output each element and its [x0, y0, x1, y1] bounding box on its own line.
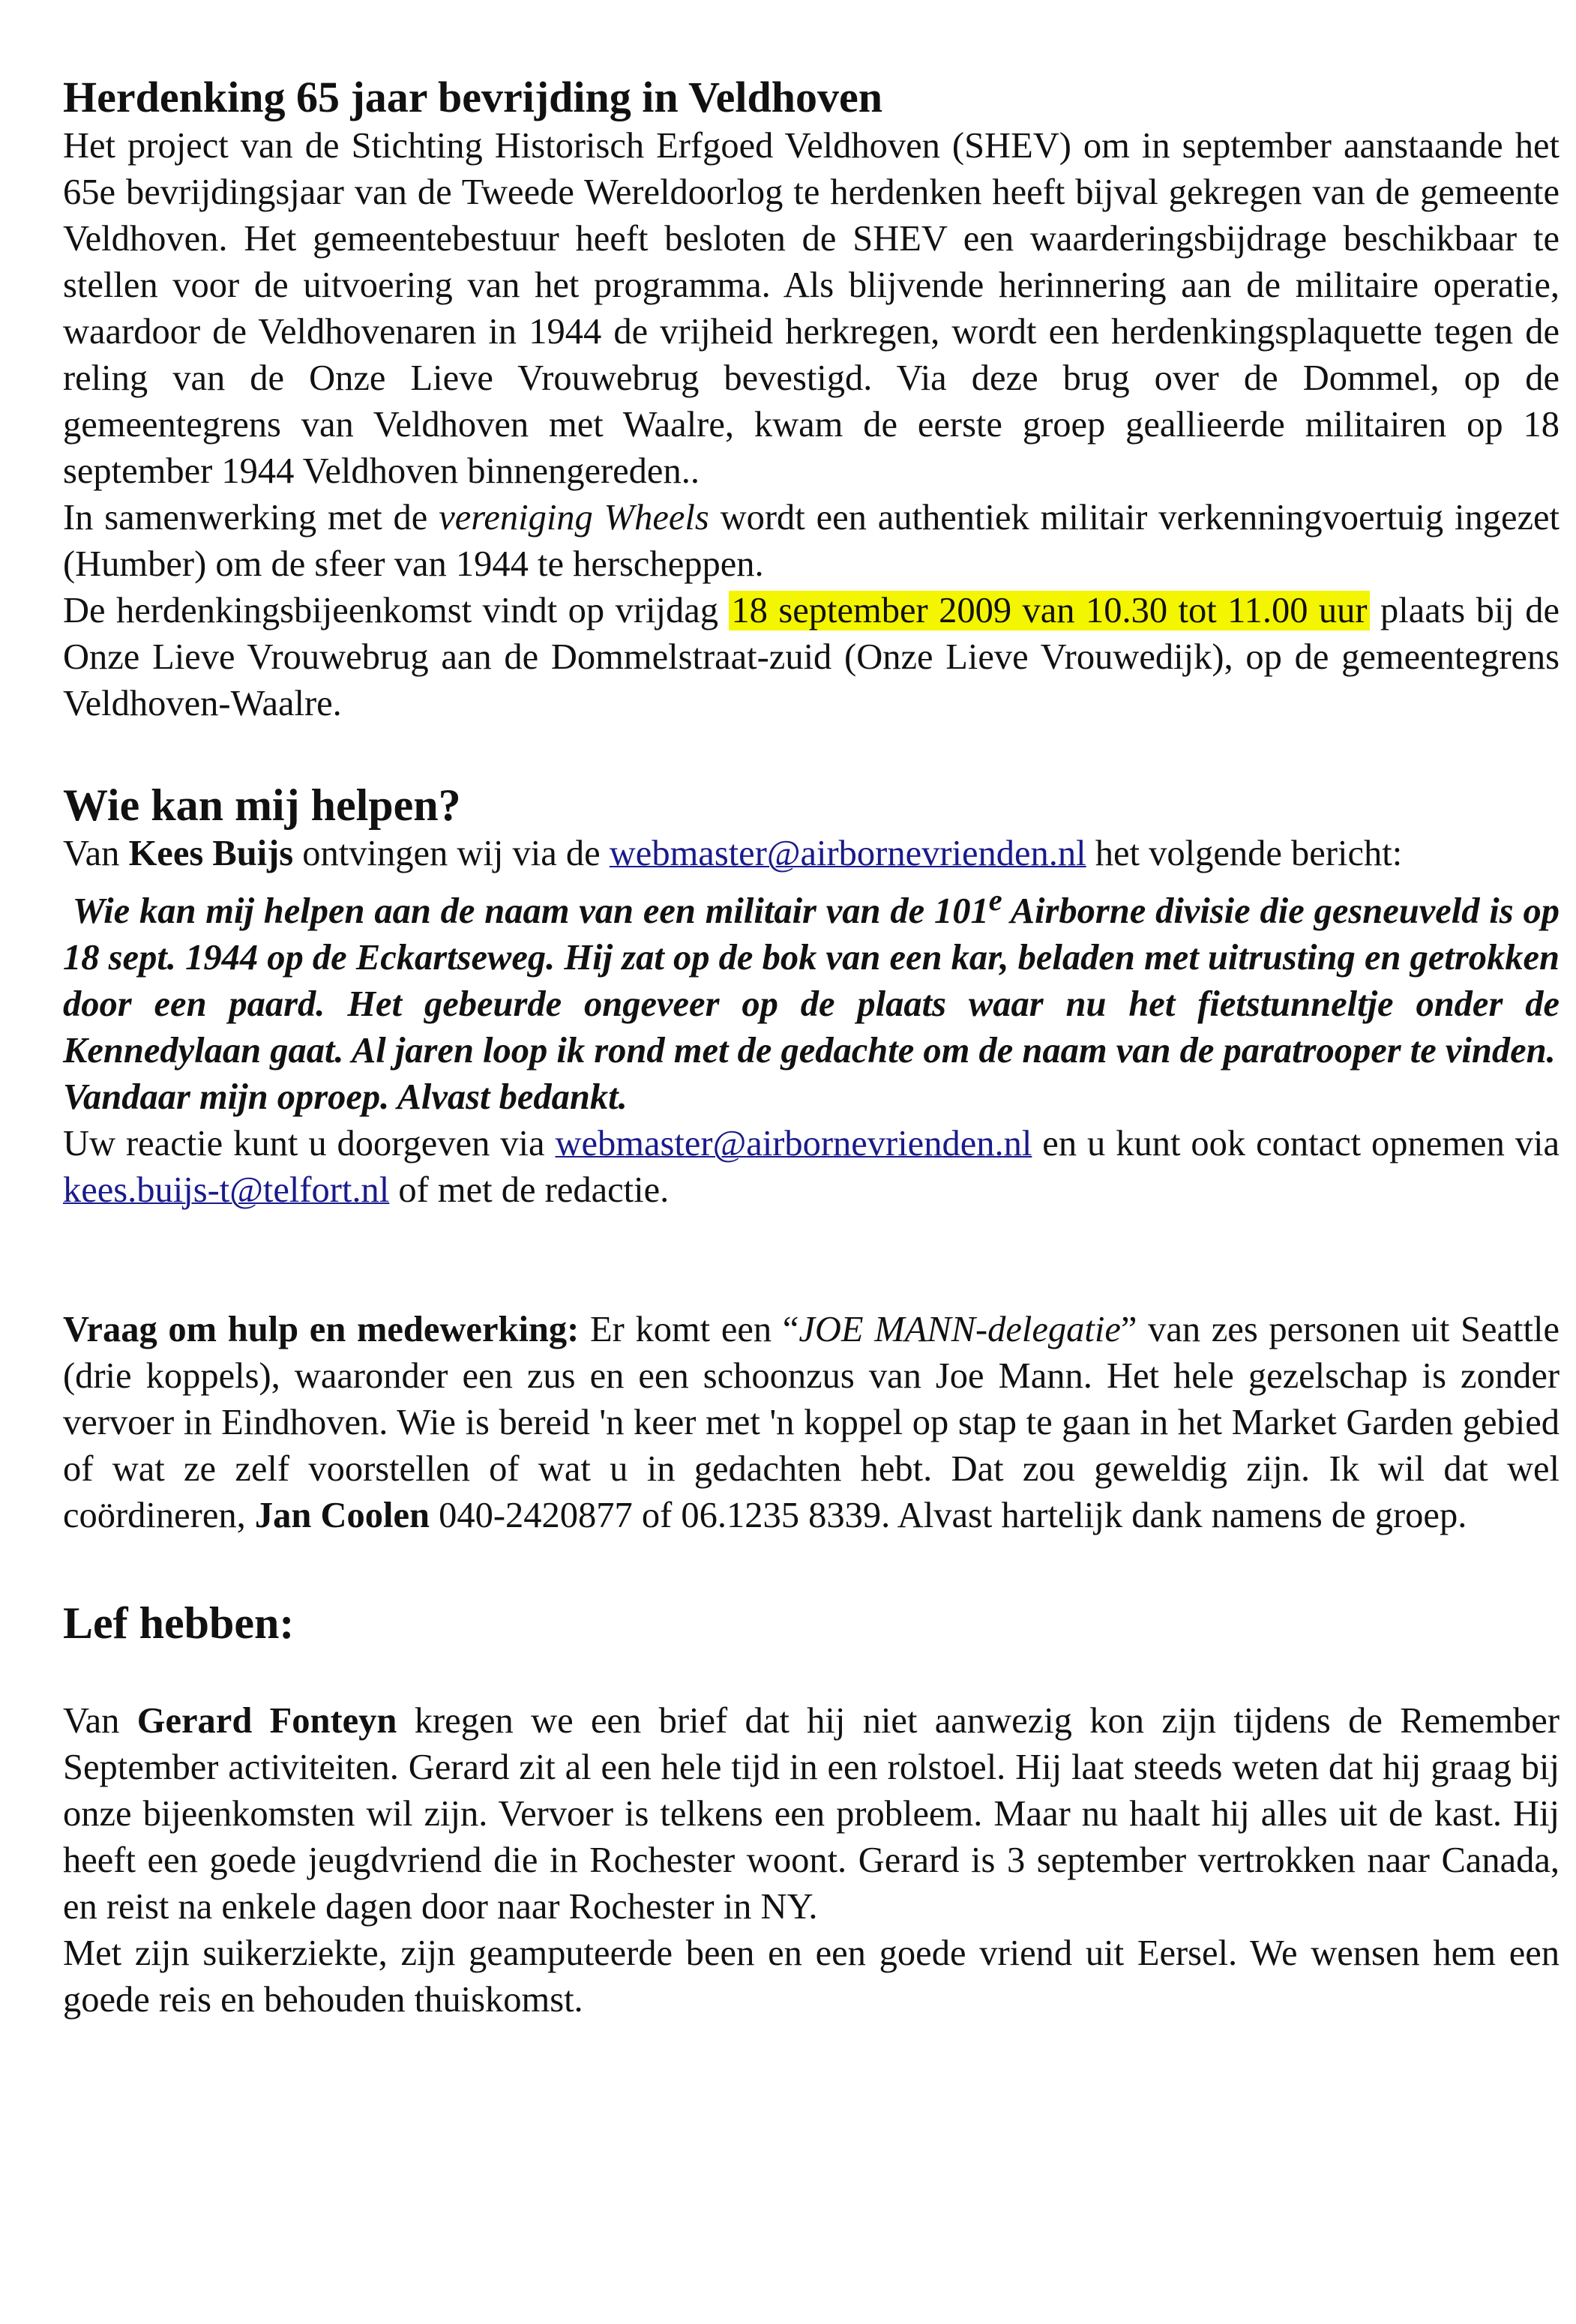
- paragraph-intro: [63, 831, 1560, 877]
- paragraph-wheels: [63, 495, 1560, 588]
- text: of met de redactie.: [389, 1170, 670, 1211]
- superscript: e: [988, 883, 1002, 917]
- text: plaats bij de Onze Lieve Vrouwebrug aan de Dommelstraat-zuid (Onze Lieve Vrouwedijk), op de gemeentegrens Veldhoven-Waalre.: [63, 591, 1560, 723]
- text: Er komt een “: [579, 1310, 799, 1350]
- paragraph-quote-closing: Vandaar mijn oproep. Alvast bedankt.: [63, 1077, 628, 1118]
- paragraph-quote: [63, 877, 1560, 1074]
- email-link[interactable]: webmaster@airbornevrienden.nl: [555, 1124, 1032, 1164]
- paragraph-reply: [63, 1121, 1560, 1214]
- text: De herdenkingsbijeenkomst vindt op vrijdag: [63, 591, 730, 630]
- email-link[interactable]: webmaster@airbornevrienden.nl: [609, 834, 1086, 873]
- text: en u kunt ook contact opnemen via: [1032, 1124, 1560, 1164]
- section-title-commemoration: Herdenking 65 jaar bevrijding in Veldhoven: [63, 73, 883, 121]
- person-name: Jan Coolen: [254, 1496, 430, 1536]
- text: Wie kan mij helpen aan de naam van een militair van de 101: [72, 891, 989, 932]
- section-liberation-commemoration: [63, 72, 1560, 727]
- paragraph-closing: Met zijn suikerziekte, zijn geamputeerde been en een goede vriend uit Eersel. We wensen hem een goede reis en behouden thuiskomst.: [63, 1933, 1560, 2020]
- person-name: Kees Buijs: [128, 834, 294, 873]
- email-link[interactable]: kees.buijs-t@telfort.nl: [63, 1170, 390, 1211]
- text: ontvingen wij via de: [293, 834, 610, 873]
- highlighted-date: 18 september 2009 van 10.30 tot 11.00 uur: [729, 591, 1369, 630]
- text: kregen we een brief dat hij niet aanwezig kon zijn tijdens de Remember September activiteiten. Gerard zit al een hele tijd in een rolstoel. Hij laat steeds weten dat hij graag bij onze bijeenkomsten wil zijn. Vervoer is telkens een probleem. Maar nu haalt hij alles uit de kast. Hij heeft een goede jeugdvriend die in Rochester woont. Gerard is 3 september vertrokken naar Canada, en reist na enkele dagen door naar Rochester in NY.: [63, 1701, 1560, 1927]
- italic-text: JOE MANN-delegatie: [798, 1310, 1121, 1350]
- section-help-request: [63, 780, 1560, 1214]
- paragraph-meeting: [63, 588, 1560, 727]
- paragraph-delegation: [63, 1307, 1560, 1539]
- text: het volgende bericht:: [1086, 834, 1403, 873]
- person-name: Gerard Fonteyn: [136, 1701, 397, 1742]
- text: Van: [63, 1701, 137, 1742]
- section-delegation: [63, 1307, 1560, 1539]
- paragraph-fonteyn: [63, 1698, 1560, 1930]
- text: wordt een authentiek militair verkenningvoertuig ingezet (Humber) om de sfeer van 1944 te herscheppen.: [63, 498, 1560, 584]
- paragraph-project: Het project van de Stichting Historisch Erfgoed Veldhoven (SHEV) om in september aanstaande het 65e bevrijdingsjaar van de Tweede Wereldoorlog te herdenken heeft bijval gekregen van de gemeente Veldhoven. Het gemeentebestuur heeft besloten de SHEV een waarderingsbijdrage beschikbaar te stellen voor de uitvoering van het programma. Als blijvende herinnering aan de militaire operatie, waardoor de Veldhovenaren in 1944 de vrijheid herkregen, wordt een herdenkingsplaquette tegen de reling van de Onze Lieve Vrouwebrug bevestigd. Via deze brug over de Dommel, op de gemeentegrens van Veldhoven met Waalre, kwam de eerste groep geallieerde militairen op 18 september 1944 Veldhoven binnengereden..: [63, 126, 1560, 491]
- text: Van: [63, 834, 129, 873]
- italic-text: vereniging Wheels: [439, 498, 709, 538]
- text: 040-2420877 of 06.1235 8339. Alvast hartelijk dank namens de groep.: [429, 1496, 1467, 1536]
- lead-label: Vraag om hulp en medewerking:: [63, 1310, 580, 1350]
- section-title-courage: Lef hebben:: [63, 1598, 295, 1649]
- text: Airborne divisie die gesneuveld is op 18 sept. 1944 op de Eckartseweg. Hij zat op de bok van een kar, beladen met uitrusting en getrokken door een paard. Het gebeurde ongeveer op de plaats waar nu het fietstunneltje onder de Kennedylaan gaat. Al jaren loop ik rond met de gedachte om de naam van de paratrooper te vinden.: [63, 891, 1560, 1071]
- text: In samenwerking met de: [63, 498, 439, 538]
- text: ” van zes personen uit Seattle (drie koppels), waaronder een zus en een schoonzus van Joe Mann. Het hele gezelschap is zonder vervoer in Eindhoven. Wie is bereid 'n keer met 'n koppel op stap te gaan in het Market Garden gebied of wat ze zelf voorstellen of wat u in gedachten hebt. Dat zou geweldig zijn. Ik wil dat wel coördineren,: [63, 1310, 1560, 1536]
- text: Uw reactie kunt u doorgeven via: [63, 1124, 556, 1164]
- section-title-help: Wie kan mij helpen?: [63, 780, 461, 830]
- section-courage: [63, 1598, 1560, 2023]
